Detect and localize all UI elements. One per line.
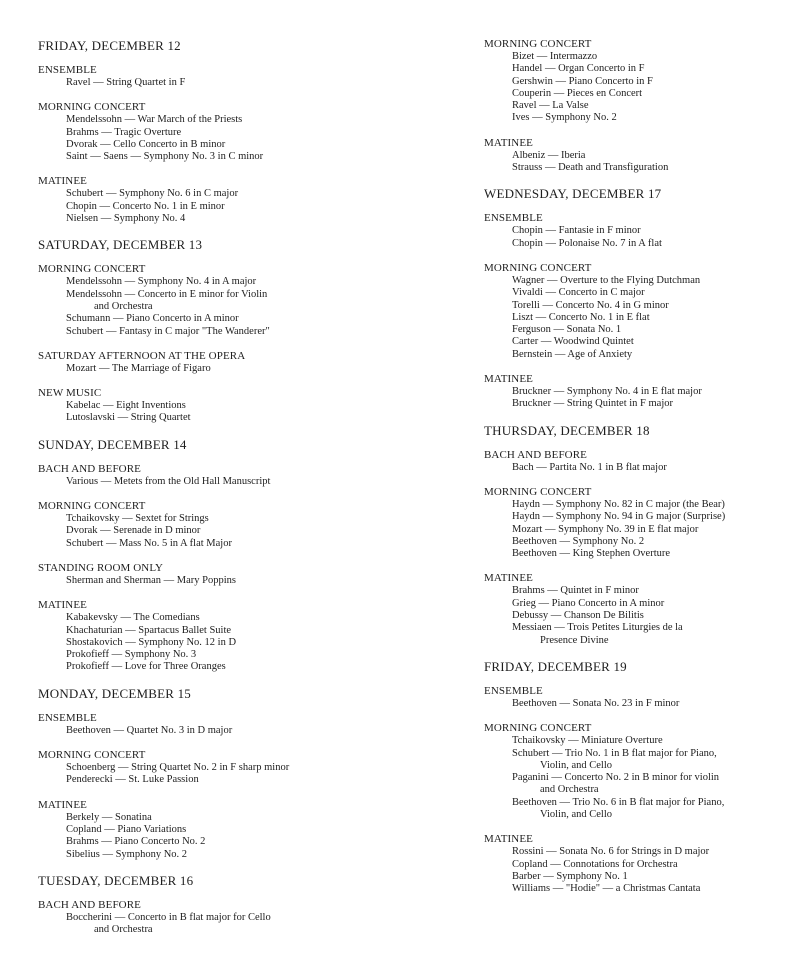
program-item: Carter — Woodwind Quintet <box>512 336 634 348</box>
session-matinee <box>36 599 396 673</box>
program-item: Wagner — Overture to the Flying Dutchman <box>512 274 701 286</box>
session-heading: MORNING CONCERT <box>38 500 146 513</box>
day-block <box>36 38 396 225</box>
session-bach-and-before <box>36 463 396 488</box>
program-item-continuation: Violin, and Cello <box>540 808 612 820</box>
session-ensemble <box>36 712 396 737</box>
program-item: Boccherini — Concerto in B flat major for Cello <box>66 911 271 923</box>
session-heading: MATINEE <box>484 572 533 585</box>
session-ensemble <box>482 685 782 710</box>
program-item: Beethoven — Quartet No. 3 in D major <box>66 724 233 736</box>
program-item: Grieg — Piano Concerto in A minor <box>512 597 665 609</box>
program-item: Kabelac — Eight Inventions <box>66 400 186 412</box>
session-saturday-afternoon-at-the-opera <box>36 350 396 375</box>
session-new-music <box>36 387 396 425</box>
program-item: Ferguson — Sonata No. 1 <box>512 324 622 336</box>
session-heading: STANDING ROOM ONLY <box>38 561 164 574</box>
session-heading: MATINEE <box>38 798 87 811</box>
session-morning-concert <box>36 101 396 163</box>
session-matinee <box>482 572 782 646</box>
right-column <box>482 38 782 907</box>
day-heading: WEDNESDAY, DECEMBER 17 <box>484 186 662 202</box>
program-item-continuation: Presence Divine <box>540 634 609 646</box>
program-item: Schubert — Fantasy in C major "The Wanderer" <box>66 325 270 337</box>
session-heading: SATURDAY AFTERNOON AT THE OPERA <box>38 349 246 362</box>
session-heading: BACH AND BEFORE <box>484 448 587 461</box>
session-matinee <box>482 137 782 175</box>
program-item-continuation: and Orchestra <box>94 300 153 312</box>
program-item: Bizet — Intermazzo <box>512 51 598 62</box>
session-matinee <box>482 833 782 895</box>
day-block <box>36 237 396 424</box>
session-morning-concert <box>482 262 782 361</box>
program-item: Torelli — Concerto No. 4 in G minor <box>512 299 669 311</box>
day-heading: MONDAY, DECEMBER 15 <box>38 685 191 701</box>
session-heading: MATINEE <box>38 599 87 612</box>
session-standing-room-only <box>36 562 396 587</box>
session-morning-concert <box>36 500 396 550</box>
program-item: Beethoven — Symphony No. 2 <box>512 535 645 547</box>
program-item: Nielsen — Symphony No. 4 <box>66 213 186 225</box>
session-heading: ENSEMBLE <box>38 64 97 76</box>
program-item: Bruckner — String Quintet in F major <box>512 398 673 410</box>
program-item: Saint — Saens — Symphony No. 3 in C minor <box>66 151 264 163</box>
day-block <box>482 186 782 410</box>
program-item: Tchaikovsky — Sextet for Strings <box>66 513 209 525</box>
program-item: Couperin — Pieces en Concert <box>512 87 643 99</box>
program-item: Ravel — La Valse <box>512 100 589 112</box>
program-item: Mozart — Symphony No. 39 in E flat major <box>512 523 699 535</box>
session-heading: ENSEMBLE <box>38 711 97 724</box>
day-block <box>482 38 782 174</box>
program-item: Schoenberg — String Quartet No. 2 in F sharp minor <box>66 762 290 774</box>
program-item: Shostakovich — Symphony No. 12 in D <box>66 636 237 648</box>
session-matinee <box>36 175 396 225</box>
program-item: Handel — Organ Concerto in F <box>512 63 645 75</box>
day-heading: FRIDAY, DECEMBER 12 <box>38 38 181 53</box>
program-item: Barber — Symphony No. 1 <box>512 870 628 882</box>
program-item-continuation: and Orchestra <box>94 924 153 936</box>
program-item: Mendelssohn — War March of the Priests <box>66 114 243 126</box>
program-item: Kabakevsky — The Comedians <box>66 612 200 624</box>
program-item: Brahms — Tragic Overture <box>66 126 182 138</box>
day-heading: SUNDAY, DECEMBER 14 <box>38 436 187 452</box>
session-morning-concert <box>36 263 396 337</box>
program-item: Sibelius — Symphony No. 2 <box>66 848 188 860</box>
program-item: Lutoslavski — String Quartet <box>66 412 191 424</box>
program-item: Prokofieff — Love for Three Oranges <box>66 661 226 673</box>
program-item: Rossini — Sonata No. 6 for Strings in D major <box>512 846 710 858</box>
session-ensemble <box>36 64 396 89</box>
day-block <box>36 686 396 861</box>
session-morning-concert <box>482 486 782 560</box>
session-heading: MATINEE <box>484 833 533 846</box>
session-heading: BACH AND BEFORE <box>38 462 141 475</box>
session-heading: MORNING CONCERT <box>38 263 146 276</box>
program-item: Beethoven — Sonata No. 23 in F minor <box>512 697 680 709</box>
session-heading: NEW MUSIC <box>38 387 102 400</box>
program-item: Dvorak — Serenade in D minor <box>66 525 201 537</box>
day-heading: THURSDAY, DECEMBER 18 <box>484 422 650 438</box>
session-bach-and-before <box>482 449 782 474</box>
program-item: Khachaturian — Spartacus Ballet Suite <box>66 624 232 636</box>
program-item: Tchaikovsky — Miniature Overture <box>512 735 663 747</box>
day-heading: FRIDAY, DECEMBER 19 <box>484 658 627 674</box>
program-item: Ravel — String Quartet in F <box>66 77 186 88</box>
program-item: Bach — Partita No. 1 in B flat major <box>512 461 667 473</box>
session-heading: MORNING CONCERT <box>484 485 592 498</box>
program-item: Strauss — Death and Transfiguration <box>512 162 669 174</box>
program-item: Sherman and Sherman — Mary Poppins <box>66 574 237 586</box>
program-item: Berkely — Sonatina <box>66 811 152 823</box>
day-block <box>36 873 396 937</box>
program-item: Brahms — Piano Concerto No. 2 <box>66 836 206 848</box>
left-column <box>36 38 396 948</box>
session-heading: MATINEE <box>484 136 533 149</box>
program-item: Paganini — Concerto No. 2 in B minor for violin <box>512 772 720 784</box>
session-matinee <box>36 799 396 861</box>
session-heading: BACH AND BEFORE <box>38 898 141 911</box>
program-item: Copland — Piano Variations <box>66 823 187 835</box>
session-heading: MATINEE <box>38 175 87 188</box>
program-item: Bernstein — Age of Anxiety <box>512 348 633 360</box>
program-item: Ives — Symphony No. 2 <box>512 112 617 124</box>
session-heading: MORNING CONCERT <box>484 38 592 50</box>
session-heading: ENSEMBLE <box>484 684 543 697</box>
program-item: Penderecki — St. Luke Passion <box>66 774 199 786</box>
program-item: Williams — "Hodie" — a Christmas Cantata <box>512 883 701 895</box>
program-item: Gershwin — Piano Concerto in F <box>512 75 653 87</box>
program-item: Debussy — Chanson De Bilitis <box>512 610 644 622</box>
program-item: Dvorak — Cello Concerto in B minor <box>66 138 226 150</box>
session-ensemble <box>482 212 782 250</box>
program-item: Beethoven — Trio No. 6 in B flat major for Piano, <box>512 796 725 808</box>
program-item: Haydn — Symphony No. 82 in C major (the Bear) <box>512 498 725 510</box>
program-item: Albeniz — Iberia <box>512 149 586 161</box>
session-heading: MORNING CONCERT <box>38 749 146 762</box>
program-item: Brahms — Quintet in F minor <box>512 585 639 597</box>
program-item: Chopin — Fantasie in F minor <box>512 225 641 237</box>
session-heading: MATINEE <box>484 373 533 386</box>
program-item: Chopin — Polonaise No. 7 in A flat <box>512 237 662 249</box>
program-item-continuation: and Orchestra <box>540 784 599 796</box>
program-item: Haydn — Symphony No. 94 in G major (Surprise) <box>512 511 726 523</box>
program-item: Vivaldi — Concerto in C major <box>512 287 645 299</box>
program-item: Copland — Connotations for Orchestra <box>512 858 678 870</box>
program-item: Various — Metets from the Old Hall Manuscript <box>66 475 271 487</box>
session-heading: MORNING CONCERT <box>38 101 146 114</box>
day-heading: TUESDAY, DECEMBER 16 <box>38 872 194 888</box>
session-matinee <box>482 373 782 411</box>
day-block <box>36 437 396 674</box>
session-heading: MORNING CONCERT <box>484 261 592 274</box>
session-morning-concert <box>482 722 782 821</box>
program-item: Prokofieff — Symphony No. 3 <box>66 649 197 661</box>
session-bach-and-before <box>36 899 396 937</box>
day-block <box>482 659 782 896</box>
program-item: Bruckner — Symphony No. 4 in E flat major <box>512 386 702 398</box>
program-item: Liszt — Concerto No. 1 in E flat <box>512 311 650 323</box>
program-item: Schubert — Symphony No. 6 in C major <box>66 188 239 200</box>
program-item: Chopin — Concerto No. 1 in E minor <box>66 200 225 212</box>
program-item: Mendelssohn — Concerto in E minor for Violin <box>66 288 268 300</box>
program-item-continuation: Violin, and Cello <box>540 759 612 771</box>
program-item: Schumann — Piano Concerto in A minor <box>66 313 239 325</box>
session-heading: MORNING CONCERT <box>484 722 592 735</box>
program-item: Schubert — Mass No. 5 in A flat Major <box>66 537 232 549</box>
session-morning-concert <box>482 38 782 125</box>
program-item: Mozart — The Marriage of Figaro <box>66 362 211 374</box>
day-block <box>482 423 782 647</box>
day-heading: SATURDAY, DECEMBER 13 <box>38 237 203 253</box>
session-morning-concert <box>36 749 396 787</box>
program-item: Beethoven — King Stephen Overture <box>512 548 671 560</box>
program-item: Schubert — Trio No. 1 in B flat major for Piano, <box>512 747 717 759</box>
program-item: Messiaen — Trois Petites Liturgies de la <box>512 622 683 634</box>
program-item: Mendelssohn — Symphony No. 4 in A major <box>66 276 257 288</box>
session-heading: ENSEMBLE <box>484 212 543 225</box>
